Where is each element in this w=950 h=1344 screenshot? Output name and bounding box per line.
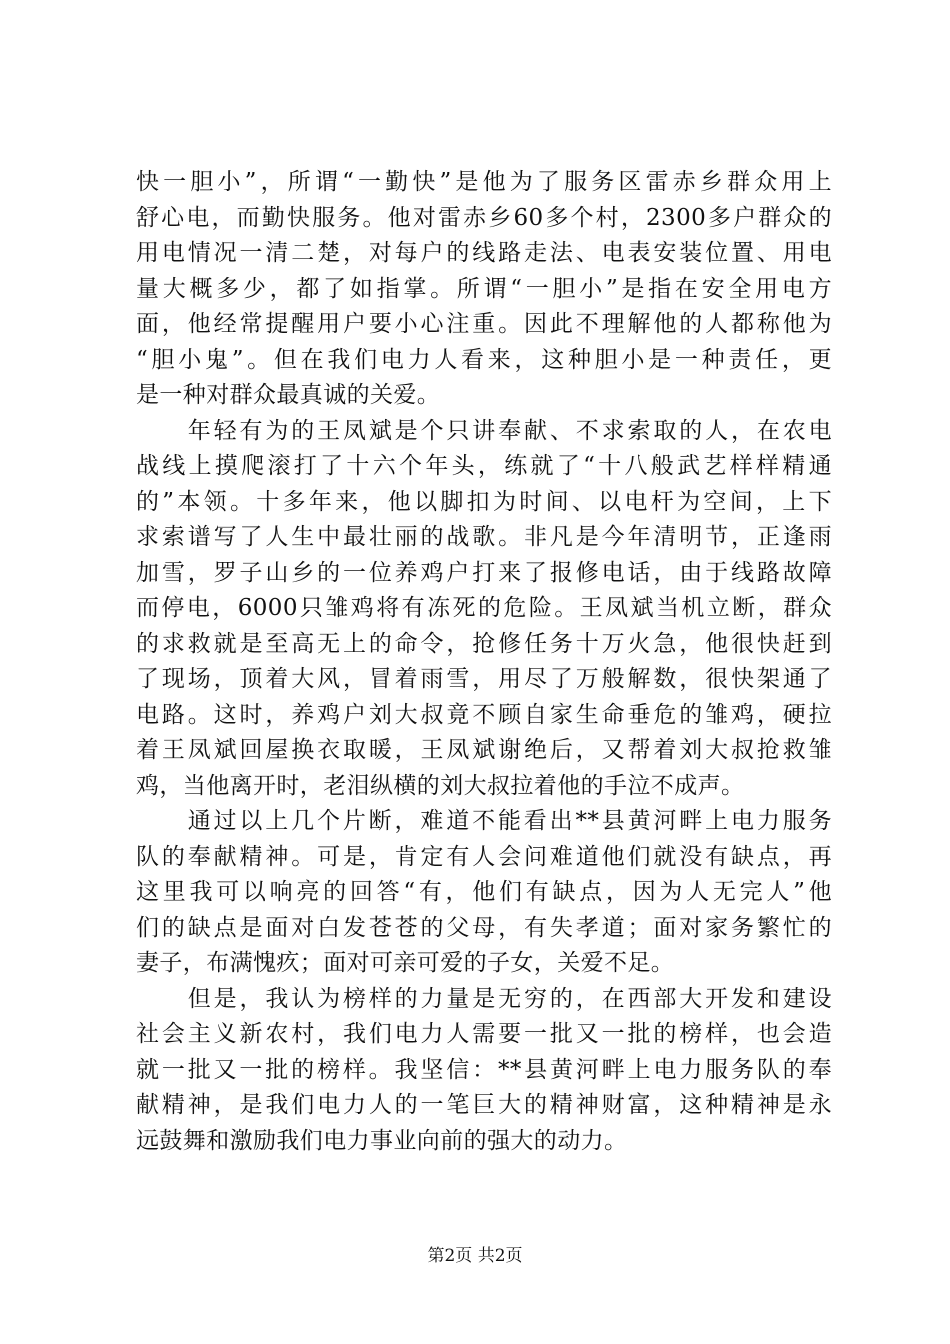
text-line: 求索谱写了人生中最壮丽的战歌。非凡是今年清明节，正逢雨: [136, 524, 832, 550]
text-line: 们的缺点是面对白发苍苍的父母，有失孝道；面对家务繁忙的: [136, 914, 832, 941]
text-line: 了现场，顶着大风，冒着雨雪，用尽了万般解数，很快架通了: [136, 666, 832, 692]
text-line: 舒心电，而勤快服务。他对雷赤乡60多个村，2300多户群众的: [136, 204, 832, 231]
text-line: 快一胆小”，所谓“一勤快”是他为了服务区雷赤乡群众用上: [136, 169, 832, 195]
text-line: 鸡，当他离开时，老泪纵横的刘大叔拉着他的手泣不成声。: [136, 772, 745, 799]
text-line: 是一种对群众最真诚的关爱。: [136, 382, 441, 408]
text-line: 而停电，6000只雏鸡将有冻死的危险。王凤斌当机立断，群众: [136, 595, 832, 621]
text-line: 面，他经常提醒用户要小心注重。因此不理解他的人都称他为: [136, 311, 832, 337]
text-line: 的求救就是至高无上的命令，抢修任务十万火急，他很快赶到: [136, 630, 832, 657]
text-line: 着王凤斌回屋换衣取暖，王凤斌谢绝后，又帮着刘大叔抢救雏: [136, 737, 832, 763]
text-line: 用电情况一清二楚，对每户的线路走法、电表安装位置、用电: [136, 240, 832, 266]
text-line: 加雪，罗子山乡的一位养鸡户打来了报修电话，由于线路故障: [136, 559, 832, 586]
document-body: [136, 165, 832, 1159]
text-line: 社会主义新农村，我们电力人需要一批又一批的榜样，也会造: [136, 1021, 832, 1047]
text-line: 通过以上几个片断，难道不能看出**县黄河畔上电力服务: [136, 808, 832, 834]
text-line: 妻子，布满愧疚；面对可亲可爱的子女，关爱不足。: [136, 950, 675, 976]
text-line: 远鼓舞和激励我们电力事业向前的强大的动力。: [136, 1127, 628, 1154]
text-line: 战线上摸爬滚打了十六个年头，练就了“十八般武艺样样精通: [136, 453, 832, 479]
text-line: 年轻有为的王凤斌是个只讲奉献、不求索取的人，在农电: [136, 417, 832, 444]
text-line: 量大概多少，都了如指掌。所谓“一胆小”是指在安全用电方: [136, 275, 832, 302]
text-line: 献精神，是我们电力人的一笔巨大的精神财富，这种精神是永: [136, 1092, 832, 1118]
text-line: 电路。这时，养鸡户刘大叔竟不顾自家生命垂危的雏鸡，硬拉: [136, 701, 832, 728]
text-line: 就一批又一批的榜样。我坚信：**县黄河畔上电力服务队的奉: [136, 1056, 832, 1083]
text-line: 队的奉献精神。可是，肯定有人会问难道他们就没有缺点，再: [136, 843, 832, 870]
text-line: 的”本领。十多年来，他以脚扣为时间、以电杆为空间，上下: [136, 488, 832, 515]
text-line: “胆小鬼”。但在我们电力人看来，这种胆小是一种责任，更: [136, 346, 832, 373]
text-line: 但是，我认为榜样的力量是无穷的，在西部大开发和建设: [136, 985, 832, 1012]
page-footer: 第2页 共2页: [427, 1246, 523, 1266]
text-line: 这里我可以响亮的回答“有，他们有缺点，因为人无完人”他: [136, 879, 832, 905]
